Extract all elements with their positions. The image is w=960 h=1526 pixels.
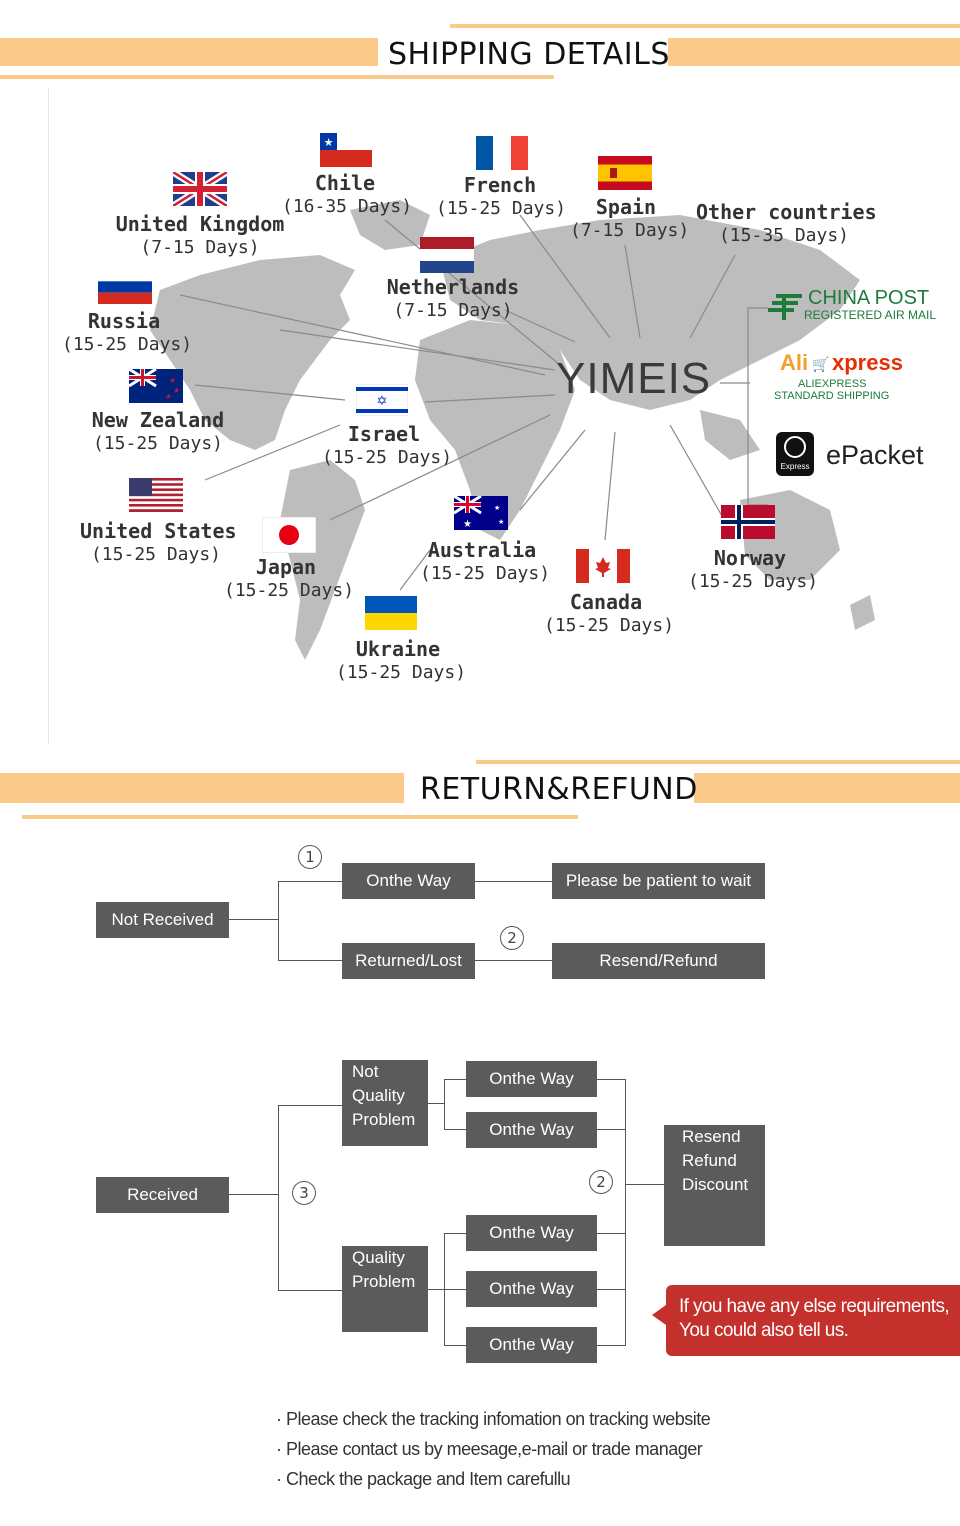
refund-title: RETURN&REFUND: [420, 772, 698, 807]
country-days: (15-25 Days): [62, 334, 193, 355]
country-days: (7-15 Days): [570, 220, 690, 241]
returned-lost-box: Returned/Lost: [342, 943, 475, 979]
country-name: Other countries: [696, 200, 877, 224]
svg-text:★: ★: [463, 519, 472, 530]
box-line: Not: [352, 1062, 379, 1081]
aliexpress-logo-a: Ali: [780, 350, 809, 375]
norway-flag-icon: [721, 505, 775, 539]
japan-flag-icon: [262, 517, 316, 553]
country-days: (7-15 Days): [393, 300, 513, 321]
country-days: (15-25 Days): [544, 615, 675, 636]
country-days: (15-25 Days): [322, 447, 453, 468]
epacket-name: ePacket: [826, 440, 924, 470]
aliexpress-logo: [772, 350, 912, 410]
box-line: Discount: [682, 1175, 749, 1194]
country-name: Chile: [314, 171, 376, 195]
country-label: [436, 173, 567, 221]
banner-bar-left: [0, 773, 404, 803]
brand-name: YIMEIS: [556, 354, 712, 403]
connector: [475, 881, 552, 882]
banner-rule-bottom: [22, 815, 578, 819]
country-label: [688, 546, 819, 594]
step-circle: 2: [500, 926, 524, 950]
connector: [428, 1103, 444, 1104]
svg-text:★: ★: [323, 137, 334, 149]
aliexpress-sub2: STANDARD SHIPPING: [774, 390, 890, 402]
country-label: [224, 555, 355, 603]
country-days: (15-25 Days): [336, 662, 467, 683]
canada-flag-icon: [576, 549, 630, 583]
callout-line: If you have any else requirements,: [679, 1296, 950, 1317]
connector: [278, 881, 279, 961]
country-name: Spain: [595, 195, 657, 219]
banner-rule-bottom: [0, 75, 554, 79]
china-post-name: CHINA POST: [808, 287, 930, 309]
banner-bar-left: [0, 38, 378, 66]
country-days: (15-25 Days): [420, 563, 551, 584]
connector: [597, 1129, 625, 1130]
country-name: United States: [80, 519, 237, 543]
country-name: Russia: [87, 309, 161, 333]
connector: [444, 1079, 445, 1130]
connector: [278, 1105, 279, 1291]
chile-flag-icon: [320, 133, 372, 167]
aliexpress-logo-b: xpress: [832, 350, 903, 375]
callout-box: [666, 1285, 960, 1356]
on-the-way-box: Onthe Way: [466, 1112, 597, 1148]
not-quality-problem-box: [342, 1060, 428, 1146]
quality-problem-box: [342, 1246, 428, 1332]
connector: [278, 1105, 342, 1106]
note-text: Check the package and Item carefullu: [286, 1469, 571, 1489]
svg-text:✡: ✡: [376, 393, 388, 408]
callout-pointer: [652, 1305, 666, 1325]
epacket-badge: [776, 432, 814, 476]
country-label: [544, 590, 675, 638]
connector: [475, 960, 552, 961]
us-flag-icon: [129, 478, 183, 512]
box-line: Problem: [352, 1272, 416, 1291]
country-days: (15-25 Days): [92, 433, 224, 454]
country-days: (15-25 Days): [688, 571, 819, 592]
uk-flag-icon: [173, 172, 227, 206]
shipping-title: SHIPPING DETAILS: [388, 37, 670, 72]
box-line: Quality: [352, 1086, 405, 1105]
connector: [597, 1289, 625, 1290]
resend-refund-box: Resend/Refund: [552, 943, 765, 979]
connector: [625, 1079, 626, 1346]
connector: [444, 1233, 466, 1234]
country-label: [420, 538, 551, 586]
country-name: French: [463, 173, 537, 197]
country-name: Netherlands: [386, 275, 520, 299]
country-label: [282, 171, 413, 219]
svg-text:★: ★: [498, 519, 505, 526]
connector: [444, 1289, 466, 1290]
china-post-logo: [768, 288, 960, 328]
ukraine-flag-icon: [365, 596, 417, 630]
china-post-icon: [768, 292, 804, 322]
banner-rule-top: [450, 24, 960, 28]
note-text: Please check the tracking infomation on tracking website: [286, 1409, 711, 1429]
box-line: Resend: [682, 1127, 741, 1146]
country-label: [336, 637, 467, 685]
connector: [278, 1290, 342, 1291]
country-name: New Zealand: [91, 408, 225, 432]
country-days: (15-25 Days): [90, 544, 222, 565]
israel-flag-icon: [356, 384, 408, 416]
globe-icon: [784, 436, 806, 458]
outcome-box: [664, 1125, 765, 1246]
country-label: [80, 519, 237, 567]
svg-text:★: ★: [169, 376, 177, 385]
step-circle: 3: [292, 1181, 316, 1205]
on-the-way-box: Onthe Way: [466, 1271, 597, 1307]
not-received-box: Not Received: [96, 902, 229, 938]
country-days: (7-15 Days): [140, 237, 260, 258]
aliexpress-sub1: ALIEXPRESS: [798, 378, 867, 390]
box-line: Refund: [682, 1151, 737, 1170]
step-circle: 1: [298, 845, 322, 869]
country-name: Ukraine: [355, 637, 441, 661]
connector: [229, 919, 278, 920]
svg-text:★: ★: [173, 386, 181, 395]
note-item: · Please check the tracking infomation on tracking website: [276, 1409, 711, 1429]
china-post-sub: REGISTERED AIR MAIL: [804, 308, 937, 322]
banner-rule-top: [476, 760, 960, 764]
step-circle: 2: [589, 1170, 613, 1194]
country-name: Israel: [347, 422, 421, 446]
connector: [444, 1079, 466, 1080]
svg-text:★: ★: [494, 505, 501, 512]
country-label: [570, 195, 690, 243]
note-text: Please contact us by meesage,e-mail or trade manager: [286, 1439, 703, 1459]
connector: [278, 881, 342, 882]
on-the-way-box: Onthe Way: [466, 1061, 597, 1097]
connector: [229, 1194, 278, 1195]
country-name: Australia: [427, 538, 537, 562]
connector: [444, 1345, 466, 1346]
country-label: [62, 309, 193, 357]
country-name: Norway: [713, 546, 787, 570]
spain-flag-icon: [598, 156, 652, 190]
russia-flag-icon: [98, 270, 152, 304]
new-zealand-flag-icon: [129, 369, 183, 403]
connector: [428, 1289, 444, 1290]
patient-box: Please be patient to wait: [552, 863, 765, 899]
connector: [597, 1233, 625, 1234]
country-name: Japan: [255, 555, 317, 579]
on-the-way-box: Onthe Way: [342, 863, 475, 899]
country-label: [112, 212, 288, 260]
connector: [278, 960, 342, 961]
epacket-logo: [776, 432, 946, 480]
country-label: [86, 408, 230, 456]
epacket-badge-text: Express: [780, 462, 810, 471]
country-days: (15-25 Days): [436, 198, 567, 219]
note-item: · Please contact us by meesage,e-mail or trade manager: [276, 1439, 703, 1459]
country-label: [696, 200, 877, 248]
country-days: (16-35 Days): [282, 196, 413, 217]
country-label: [384, 275, 522, 323]
country-label: [322, 422, 453, 470]
country-name: United Kingdom: [115, 212, 285, 236]
connector: [444, 1129, 466, 1130]
svg-text:★: ★: [165, 392, 173, 401]
country-name: Canada: [569, 590, 643, 614]
callout-line: You could also tell us.: [679, 1320, 849, 1341]
banner-bar-right: [694, 773, 960, 803]
netherlands-flag-icon: [420, 237, 474, 273]
note-item: · Check the package and Item carefullu: [276, 1469, 571, 1489]
box-line: Problem: [352, 1110, 416, 1129]
on-the-way-box: Onthe Way: [466, 1327, 597, 1363]
box-line: Quality: [352, 1248, 405, 1267]
banner-bar-right: [668, 38, 960, 66]
connector: [597, 1345, 625, 1346]
connector: [597, 1079, 625, 1080]
received-box: Received: [96, 1177, 229, 1213]
france-flag-icon: [476, 136, 528, 170]
connector: [625, 1184, 664, 1185]
australia-flag-icon: [454, 496, 508, 530]
country-days: (15-25 Days): [224, 580, 355, 601]
cart-icon: 🛒: [812, 356, 830, 372]
country-days: (15-35 Days): [718, 225, 850, 246]
on-the-way-box: Onthe Way: [466, 1215, 597, 1251]
